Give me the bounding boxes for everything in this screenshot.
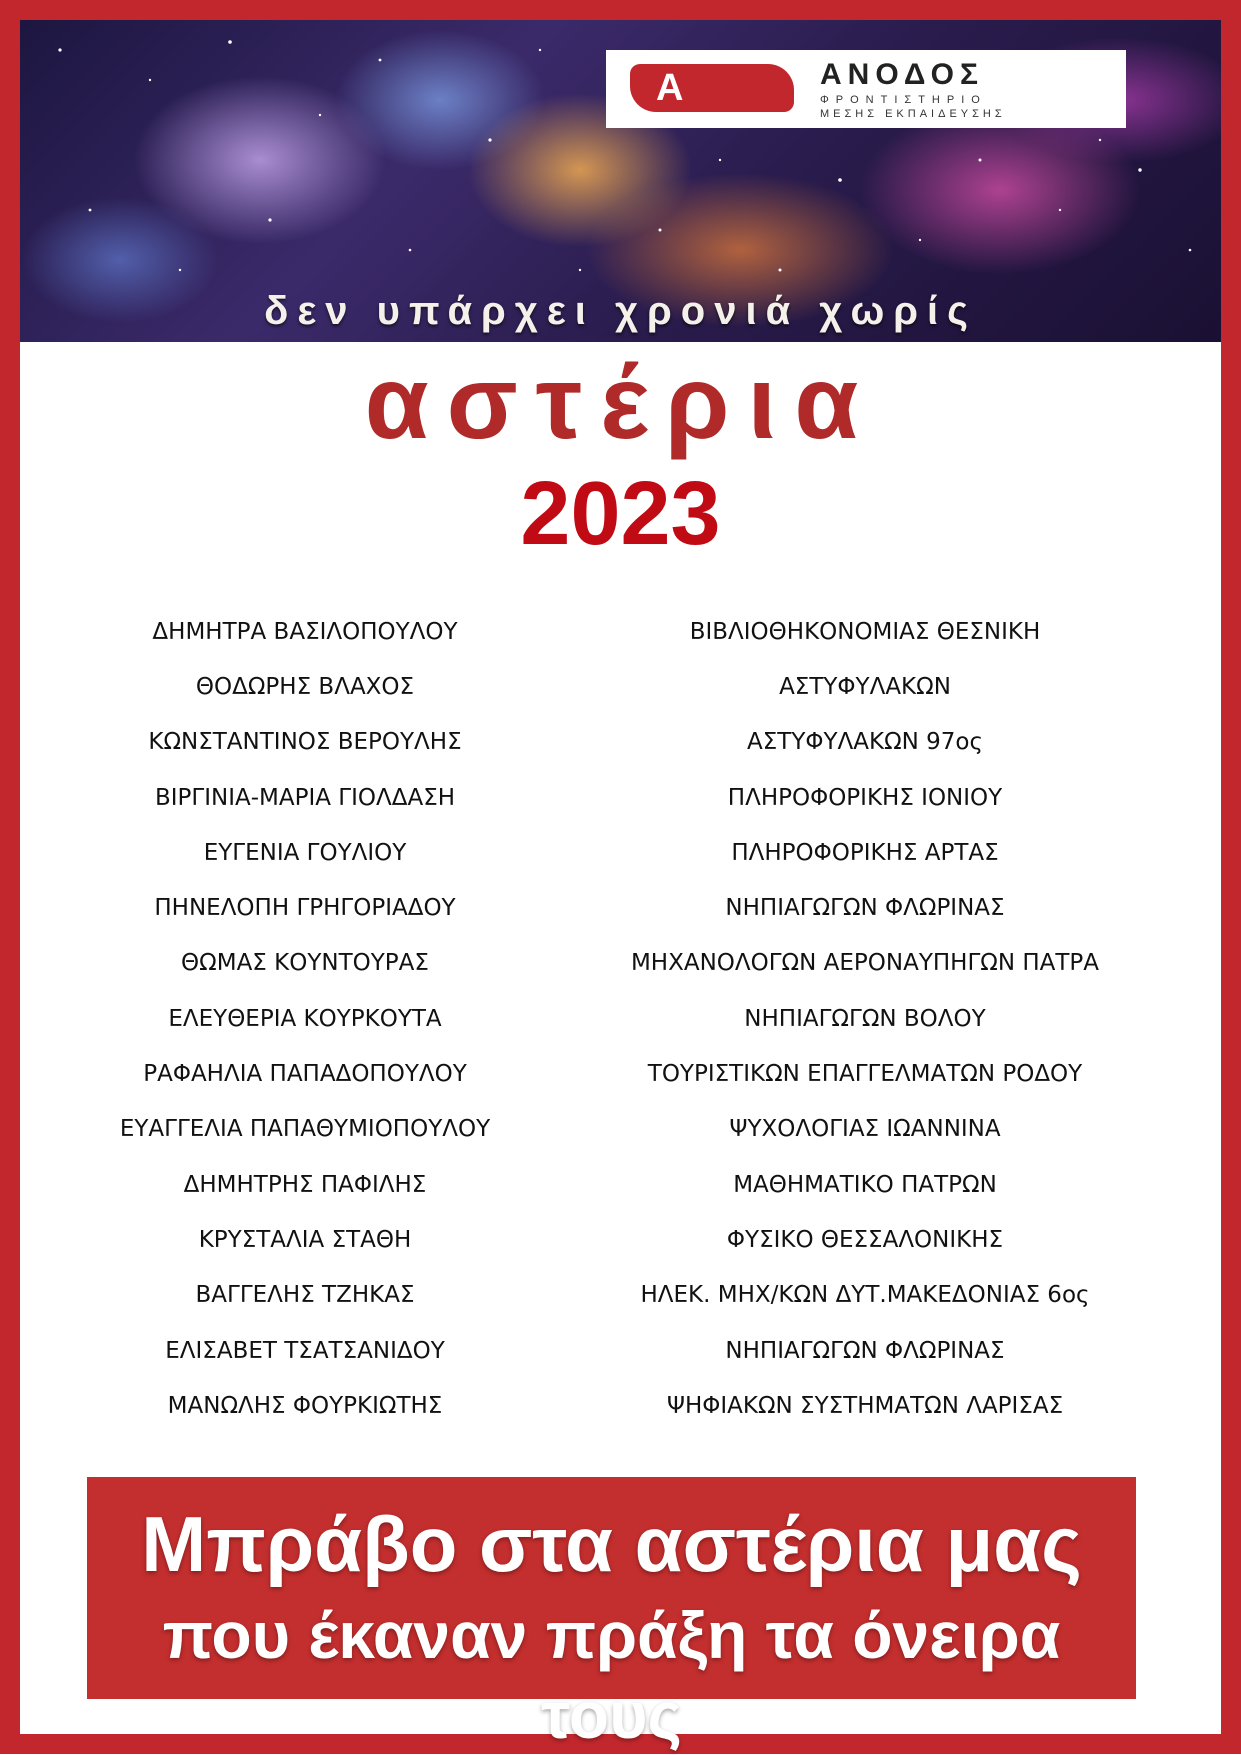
student-department: ΨΗΦΙΑΚΩΝ ΣΥΣΤΗΜΑΤΩΝ ΛΑΡΙΣΑΣ xyxy=(666,1392,1064,1419)
student-name: ΕΛΙΣΑΒΕΤ ΤΣΑΤΣΑΝΙΔΟΥ xyxy=(165,1337,445,1364)
students-list xyxy=(60,604,1180,1433)
logo-subtitle-2: ΜΕΣΗΣ ΕΚΠΑΙΔΕΥΣΗΣ xyxy=(820,108,1006,120)
student-name: ΜΑΝΩΛΗΣ ΦΟΥΡΚΙΩΤΗΣ xyxy=(167,1392,443,1419)
student-department: ΑΣΤΥΦΥΛΑΚΩΝ 97ος xyxy=(747,729,983,756)
student-name: ΠΗΝΕΛΟΠΗ ΓΡΗΓΟΡΙΑΔΟΥ xyxy=(154,895,456,922)
student-department: ΝΗΠΙΑΓΩΓΩΝ ΒΟΛΟΥ xyxy=(744,1005,986,1032)
student-row xyxy=(60,770,1180,825)
student-department: ΜΗΧΑΝΟΛΟΓΩΝ ΑΕΡΟΝΑΥΠΗΓΩΝ ΠΑΤΡΑ xyxy=(630,950,1100,977)
student-name: ΡΑΦΑΗΛΙΑ ΠΑΠΑΔΟΠΟΥΛΟΥ xyxy=(143,1061,467,1088)
student-row xyxy=(60,715,1180,770)
student-department: ΠΛΗΡΟΦΟΡΙΚΗΣ ΙΟΝΙΟΥ xyxy=(727,784,1003,811)
logo-mark-icon xyxy=(630,64,794,112)
student-row xyxy=(60,1378,1180,1433)
poster-year: 2023 xyxy=(520,464,721,564)
student-name: ΘΟΔΩΡΗΣ ΒΛΑΧΟΣ xyxy=(195,673,415,700)
student-name: ΔΗΜΗΤΡΑ ΒΑΣΙΛΟΠΟΥΛΟΥ xyxy=(152,618,458,645)
student-row xyxy=(60,1323,1180,1378)
student-department: ΤΟΥΡΙΣΤΙΚΩΝ ΕΠΑΓΓΕΛΜΑΤΩΝ ΡΟΔΟΥ xyxy=(647,1061,1083,1088)
student-department: ΠΛΗΡΟΦΟΡΙΚΗΣ ΑΡΤΑΣ xyxy=(731,839,999,866)
banner-tagline: δεν υπάρχει χρονιά χωρίς xyxy=(264,289,977,333)
student-department: ΑΣΤΥΦΥΛΑΚΩΝ xyxy=(779,673,951,700)
student-row xyxy=(60,1102,1180,1157)
student-name: ΒΙΡΓΙΝΙΑ-ΜΑΡΙΑ ΓΙΟΛΔΑΣΗ xyxy=(154,784,456,811)
logo-subtitle-1: ΦΡΟΝΤΙΣΤΗΡΙΟ xyxy=(820,94,987,106)
header-banner xyxy=(20,20,1221,342)
student-row xyxy=(60,991,1180,1046)
student-name: ΕΥΓΕΝΙΑ ΓΟΥΛΙΟΥ xyxy=(203,839,407,866)
student-row xyxy=(60,604,1180,659)
student-row xyxy=(60,1046,1180,1101)
student-name: ΚΩΝΣΤΑΝΤΙΝΟΣ ΒΕΡΟΥΛΗΣ xyxy=(148,729,462,756)
student-row xyxy=(60,1157,1180,1212)
logo-letter: A xyxy=(656,67,684,109)
student-department: ΝΗΠΙΑΓΩΓΩΝ ΦΛΩΡΙΝΑΣ xyxy=(725,895,1005,922)
student-row xyxy=(60,1268,1180,1323)
student-name: ΚΡΥΣΤΑΛΙΑ ΣΤΑΘΗ xyxy=(198,1226,412,1253)
student-name: ΔΗΜΗΤΡΗΣ ΠΑΦΙΛΗΣ xyxy=(183,1171,427,1198)
student-name: ΕΛΕΥΘΕΡΙΑ ΚΟΥΡΚΟΥΤΑ xyxy=(168,1005,442,1032)
student-name: ΕΥΑΓΓΕΛΙΑ ΠΑΠΑΘΥΜΙΟΠΟΥΛΟΥ xyxy=(119,1116,491,1143)
student-row xyxy=(60,825,1180,880)
student-department: ΝΗΠΙΑΓΩΓΩΝ ΦΛΩΡΙΝΑΣ xyxy=(725,1337,1005,1364)
student-department: ΦΥΣΙΚΟ ΘΕΣΣΑΛΟΝΙΚΗΣ xyxy=(726,1226,1004,1253)
logo-name: ΑΝΟΔΟΣ xyxy=(820,58,984,91)
poster-title: αστέρια xyxy=(364,345,877,461)
student-department: ΨΥΧΟΛΟΓΙΑΣ ΙΩΑΝΝΙΝΑ xyxy=(729,1116,1001,1143)
student-row xyxy=(60,880,1180,935)
student-name: ΘΩΜΑΣ ΚΟΥΝΤΟΥΡΑΣ xyxy=(181,950,429,977)
student-name: ΒΑΓΓΕΛΗΣ ΤΖΗΚΑΣ xyxy=(195,1282,415,1309)
student-department: ΒΙΒΛΙΟΘΗΚΟΝΟΜΙΑΣ ΘΕΣΝΙΚΗ xyxy=(689,618,1041,645)
logo xyxy=(606,50,1126,128)
student-department: ΗΛΕΚ. ΜΗΧ/ΚΩΝ ΔΥΤ.ΜΑΚΕΔΟΝΙΑΣ 6ος xyxy=(640,1282,1090,1309)
student-row xyxy=(60,659,1180,714)
congratulations-line-2: που έκαναν πράξη τα όνειρα τους xyxy=(162,1598,1061,1752)
congratulations-box xyxy=(87,1477,1136,1752)
congratulations-line-1: Μπράβο στα αστέρια μας xyxy=(141,1500,1082,1588)
student-department: ΜΑΘΗΜΑΤΙΚΟ ΠΑΤΡΩΝ xyxy=(733,1171,997,1198)
student-row xyxy=(60,936,1180,991)
student-row xyxy=(60,1212,1180,1267)
